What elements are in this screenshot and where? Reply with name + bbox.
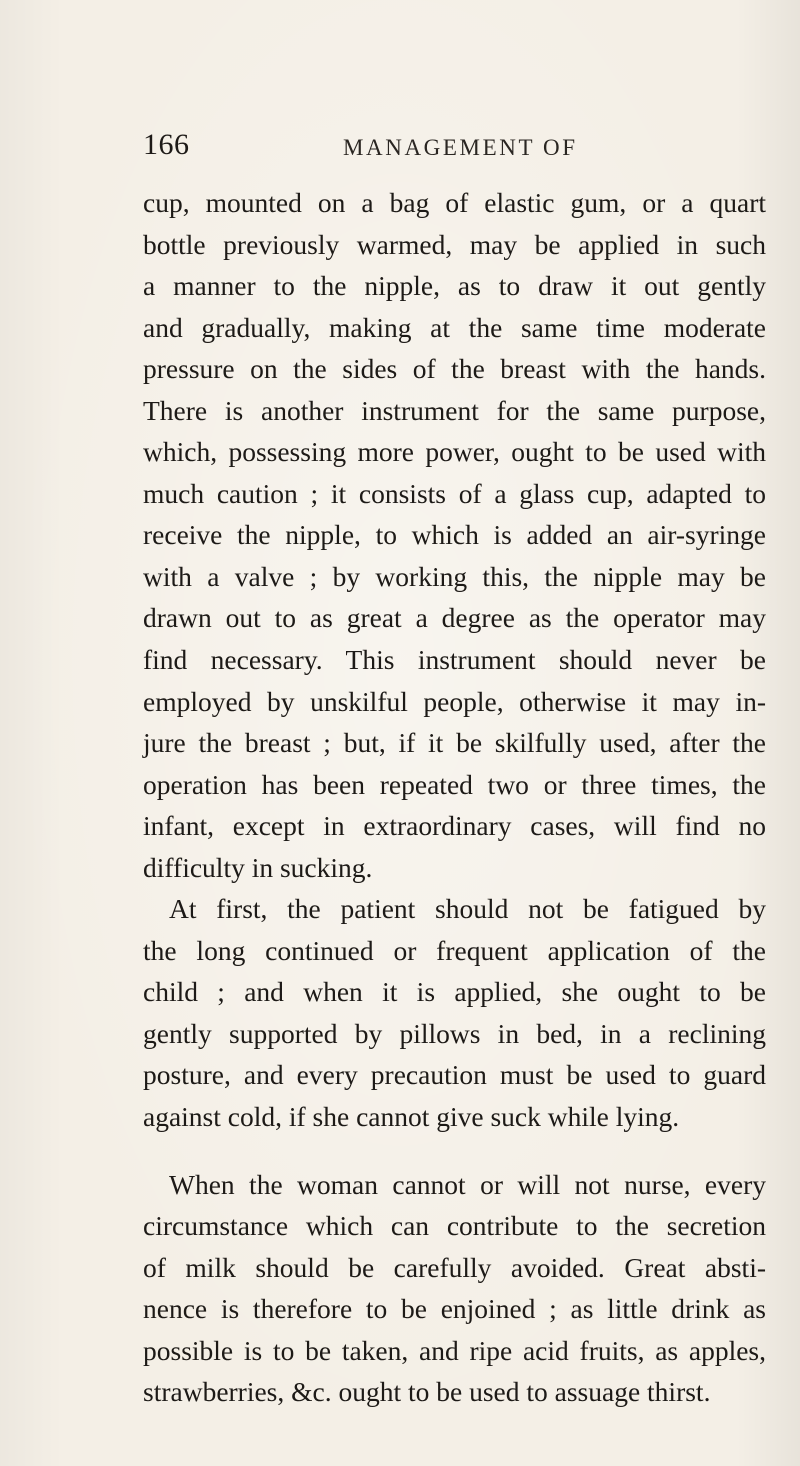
text-line: bottle previously warmed, may be applied in such [143,228,766,260]
text-line: possible is to be taken, and ripe acid fruits, as apples, [143,1334,766,1366]
text-line: of milk should be carefully avoided. Great absti- [143,1251,766,1283]
text-line: with a valve ; by working this, the nipple may be [143,560,766,592]
running-head [143,128,743,168]
text-line: against cold, if she cannot give suck while lying. [143,1101,680,1133]
text-line: There is another instrument for the same purpose, [143,394,766,426]
paragraph-spacer [143,1138,766,1164]
text-line: gently supported by pillows in bed, in a reclining [143,1017,766,1049]
text-line: cup, mounted on a bag of elastic gum, or a quart [143,187,766,218]
text-line: and gradually, making at the same time moderate [143,311,766,343]
body-text [143,182,766,1413]
text-line: operation has been repeated two or three times, the [143,768,766,800]
text-line: pressure on the sides of the breast with the hands. [143,353,766,385]
text-line: child ; and when it is applied, she ought to be [143,976,766,1008]
text-line: which, possessing more power, ought to be used with [143,436,766,468]
text-line: posture, and every precaution must be used to guard [143,1059,766,1091]
text-line: nence is therefore to be enjoined ; as little drink as [143,1293,766,1325]
text-line: circumstance which can contribute to the secretion [143,1210,766,1242]
paragraph-2 [143,888,766,1137]
text-line: employed by unskilful people, otherwise it may in- [143,685,766,717]
text-line: a manner to the nipple, as to draw it out gently [143,270,766,302]
text-line: receive the nipple, to which is added an air-syringe [143,519,766,551]
page-number: 166 [143,128,190,161]
text-line: the long continued or frequent application of the [143,934,766,966]
text-line: find necessary. This instrument should never be [143,644,766,676]
paragraph-1 [143,182,766,888]
text-line: infant, except in extraordinary cases, will find no [143,810,766,842]
text-line: strawberries, &c. ought to be used to assuage thirst. [143,1376,711,1408]
text-line: When the woman cannot or will not nurse, every [169,1168,766,1200]
text-line: difficulty in sucking. [143,851,373,883]
text-line: At first, the patient should not be fatigued by [169,893,766,925]
running-title: MANAGEMENT OF [343,135,578,160]
text-line: drawn out to as great a degree as the operator may [143,602,766,634]
paragraph-3 [143,1164,766,1413]
text-line: much caution ; it consists of a glass cup, adapted to [143,477,766,509]
text-line: jure the breast ; but, if it be skilfully used, after the [143,727,766,759]
